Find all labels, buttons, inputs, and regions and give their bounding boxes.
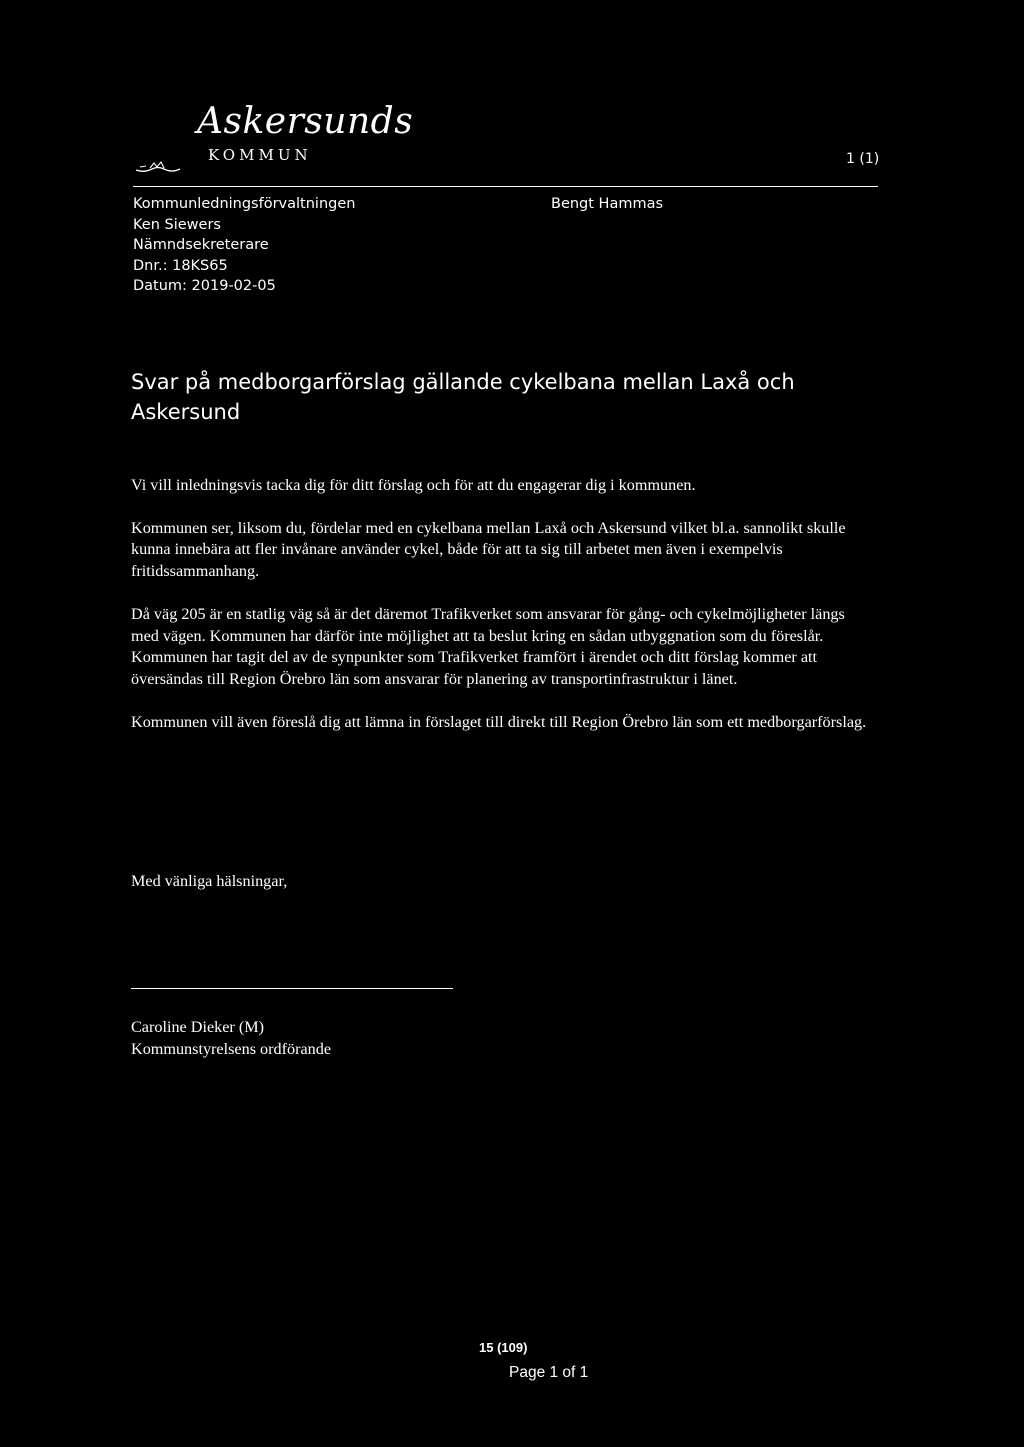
page-footer: Page 1 of 1 xyxy=(509,1364,589,1381)
municipality-logo-sub: KOMMUN xyxy=(208,146,312,164)
coat-of-arms-icon xyxy=(134,160,184,179)
signer-name: Caroline Dieker (M) xyxy=(131,1018,265,1036)
signer-block xyxy=(131,1017,331,1060)
recipient-name: Bengt Hammas xyxy=(551,196,664,212)
sender-block xyxy=(133,194,355,297)
signer-title: Kommunstyrelsens ordförande xyxy=(131,1039,332,1058)
sender-role: Nämndsekreterare xyxy=(133,237,269,253)
page-stamp: 15 (109) xyxy=(479,1340,528,1355)
body-paragraph-3: Då väg 205 är en statlig väg så är det däremot Trafikverket som ansvarar för gång- och cykelmöjligheter längs med vägen. Kommunen har därför inte möjlighet att ta beslut kring en sådan utbyggnation som du föreslår. Kommunen har tagit del av de synpunkter som Trafikverket framfört i ärendet och ditt förslag kommer att översändas till Region Örebro län som ansvarar för planering av transportinfrastruktur i länet. xyxy=(131,604,845,688)
body-paragraph-4: Kommunen vill även föreslå dig att lämna in förslaget till direkt till Region Örebro län som ett medborgarförslag. xyxy=(131,712,867,731)
header-divider xyxy=(133,186,878,187)
closing-greeting: Med vänliga hälsningar, xyxy=(131,872,288,890)
page-count: 1 (1) xyxy=(846,151,880,167)
document-title: Svar på medborgarförslag gällande cykelbana mellan Laxå och Askersund xyxy=(131,370,795,424)
signature-line xyxy=(131,988,453,989)
municipality-logo-name: Askersunds xyxy=(197,101,414,142)
letter-body xyxy=(131,475,876,733)
sender-name: Ken Siewers xyxy=(133,216,221,233)
body-paragraph-2: Kommunen ser, liksom du, fördelar med en cykelbana mellan Laxå och Askersund vilket bl.a. sannolikt skulle kunna innebära att fler invånare använder cykel, både för att ta sig till arbetet men även i exempelvis fritidssammanhang. xyxy=(131,518,846,581)
case-number: Dnr.: 18KS65 xyxy=(133,257,228,274)
sender-department: Kommunledningsförvaltningen xyxy=(133,196,356,212)
body-paragraph-1: Vi vill inledningsvis tacka dig för ditt förslag och för att du engagerar dig i kommunen. xyxy=(131,476,696,494)
document-date: Datum: 2019-02-05 xyxy=(133,278,276,294)
